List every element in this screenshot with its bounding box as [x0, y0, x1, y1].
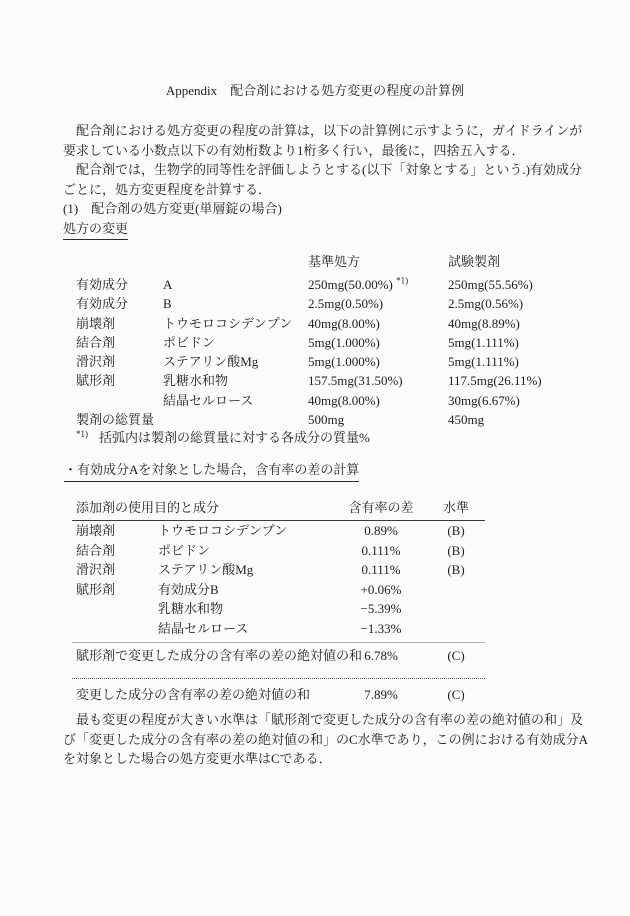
underlined-heading: ・有効成分Aを対象とした場合，含有率の差の計算 — [64, 460, 359, 482]
subtotal-divider-line — [72, 642, 485, 643]
header-diff: 含有率の差 — [348, 500, 414, 515]
cell-level — [427, 580, 485, 600]
cell-test: 2.5mg(0.56%) — [448, 296, 524, 312]
cell-category: 滑沢剤 — [76, 354, 116, 370]
cell-diff: 0.89% — [364, 523, 398, 538]
header-spacer — [76, 252, 163, 275]
cell-component: ステアリン酸Mg — [163, 354, 259, 370]
intro-line: 配合剤における処方変更の程度の計算は，以下の計算例に示すように，ガイドラインが — [63, 123, 583, 138]
cell-component: 乳糖水和物 — [158, 601, 224, 617]
table-row — [76, 294, 562, 313]
header-level: 水準 — [442, 500, 469, 515]
cell-diff: 0.111% — [361, 542, 401, 558]
table-row — [72, 619, 485, 639]
cell-standard: 500mg — [308, 412, 345, 428]
table-row — [72, 541, 485, 561]
conclusion-section — [63, 710, 589, 769]
cell-standard: 157.5mg(31.50%) — [308, 373, 403, 389]
table-row — [76, 371, 562, 390]
underlined-heading: 処方の変更 — [63, 219, 128, 241]
cell-category: 有効成分 — [76, 296, 129, 312]
cell-diff: −1.33% — [360, 620, 402, 636]
cell-category: 製剤の総質量 — [76, 412, 155, 428]
table-row — [76, 314, 562, 333]
cell-component: 結晶セルロース — [158, 620, 249, 636]
table-row — [72, 580, 485, 600]
difference-table-header — [72, 498, 485, 521]
cell-category: 結合剤 — [76, 542, 116, 558]
difference-table — [72, 498, 485, 705]
cell-standard: 5mg(1.000%) — [308, 354, 380, 370]
subtotal-row — [72, 646, 485, 666]
cell-standard: 40mg(8.00%) — [308, 392, 380, 408]
header-standard: 基準処方 — [308, 254, 361, 269]
conclusion-line: を対象とした場合の処方変更水準はCである． — [63, 751, 332, 766]
table-row — [72, 560, 485, 580]
table-row — [72, 599, 485, 619]
cell-component: ポビドン — [158, 542, 211, 558]
table-row — [72, 521, 485, 541]
footnote — [76, 425, 370, 448]
cell-category: 崩壊剤 — [76, 315, 116, 331]
cell-component: 結晶セルロース — [163, 392, 254, 408]
intro-line: 配合剤では，生物学的同等性を評価しようとする(以下「対象とする」という.)有効成分 — [63, 162, 582, 177]
cell-category — [72, 599, 158, 619]
cell-component: B — [163, 296, 172, 312]
calc-heading — [64, 460, 359, 482]
table-row — [76, 391, 562, 410]
cell-level — [427, 619, 485, 639]
cell-level: (B) — [447, 542, 465, 558]
total-dotted-line — [72, 678, 485, 679]
cell-level: (B) — [447, 562, 465, 578]
cell-category — [76, 391, 163, 410]
cell-component: ポビドン — [163, 334, 216, 350]
cell-diff: −5.39% — [360, 601, 402, 617]
cell-level — [427, 599, 485, 619]
cell-component: A — [163, 277, 173, 292]
cell-category: 賦形剤 — [76, 373, 116, 389]
cell-component: 有効成分B — [158, 581, 219, 597]
table-row — [76, 275, 562, 294]
cell-test: 117.5mg(26.11%) — [448, 373, 542, 389]
footnote-ref: *1) — [396, 275, 409, 286]
cell-category: 有効成分 — [76, 277, 129, 292]
cell-diff: 0.111% — [361, 562, 401, 578]
cell-test: 30mg(6.67%) — [448, 392, 520, 408]
cell-standard: 250mg(50.00%) $^{*1)}$ — [308, 275, 409, 292]
cell-test: 5mg(1.111%) — [448, 354, 519, 370]
total-label: 変更した成分の含有率の差の絶対値の和 — [76, 686, 311, 702]
total-diff: 7.89% — [364, 686, 398, 702]
cell-level: (B) — [447, 523, 465, 538]
intro-section — [63, 121, 583, 240]
prescription-change-heading — [63, 219, 567, 241]
table-row — [76, 333, 562, 352]
table-row — [76, 352, 562, 371]
header-test: 試験製剤 — [448, 254, 501, 269]
formulation-table-header — [76, 252, 562, 275]
header-purpose: 添加剤の使用目的と成分 — [76, 500, 220, 515]
cell-standard: 5mg(1.000%) — [308, 334, 380, 350]
cell-test: 40mg(8.89%) — [448, 315, 520, 331]
cell-component: トウモロコシデンプン — [163, 315, 293, 331]
formulation-table — [76, 252, 562, 429]
total-row — [72, 685, 485, 705]
cell-category: 賦形剤 — [76, 581, 116, 597]
cell-category: 滑沢剤 — [76, 562, 116, 578]
cell-test: 450mg — [448, 412, 485, 428]
header-spacer — [163, 252, 308, 275]
conclusion-line: 最も変更の程度が大きい水準は「賦形剤で変更した成分の含有率の差の絶対値の和」及 — [63, 712, 584, 727]
subtotal-diff: 6.78% — [364, 647, 398, 663]
footnote-marker: *1) — [76, 429, 88, 439]
document-title: Appendix 配合剤における処方変更の程度の計算例 — [165, 83, 465, 98]
cell-test: 5mg(1.111%) — [448, 334, 519, 350]
footnote-text: 括弧内は製剤の総質量に対する各成分の質量% — [99, 430, 370, 446]
cell-category: 崩壊剤 — [76, 523, 116, 538]
cell-component: ステアリン酸Mg — [158, 562, 254, 578]
cell-component: 乳糖水和物 — [163, 373, 229, 389]
intro-line: ごとに，処方変更程度を計算する． — [63, 181, 272, 197]
cell-test: 250mg(55.56%) — [448, 277, 533, 292]
cell-standard: 2.5mg(0.50%) — [308, 296, 384, 312]
subtotal-label: 賦形剤で変更した成分の含有率の差の絶対値の和 — [76, 647, 363, 663]
cell-diff: +0.06% — [360, 581, 402, 597]
total-level: (C) — [447, 686, 465, 702]
cell-category: 結合剤 — [76, 334, 116, 350]
conclusion-line: び「変更した成分の含有率の差の絶対値の和」のC水準であり，この例における有効成分A — [63, 731, 589, 747]
intro-line: 要求している小数点以下の有効桁数より1桁多く行い，最後に，四捨五入する． — [63, 142, 525, 158]
cell-standard: 40mg(8.00%) — [308, 315, 380, 331]
cell-category — [72, 619, 158, 639]
section1-heading: (1) 配合剤の処方変更(単層錠の場合) — [63, 201, 282, 216]
subtotal-level: (C) — [447, 647, 465, 663]
cell-component: トウモロコシデンプン — [158, 523, 288, 538]
